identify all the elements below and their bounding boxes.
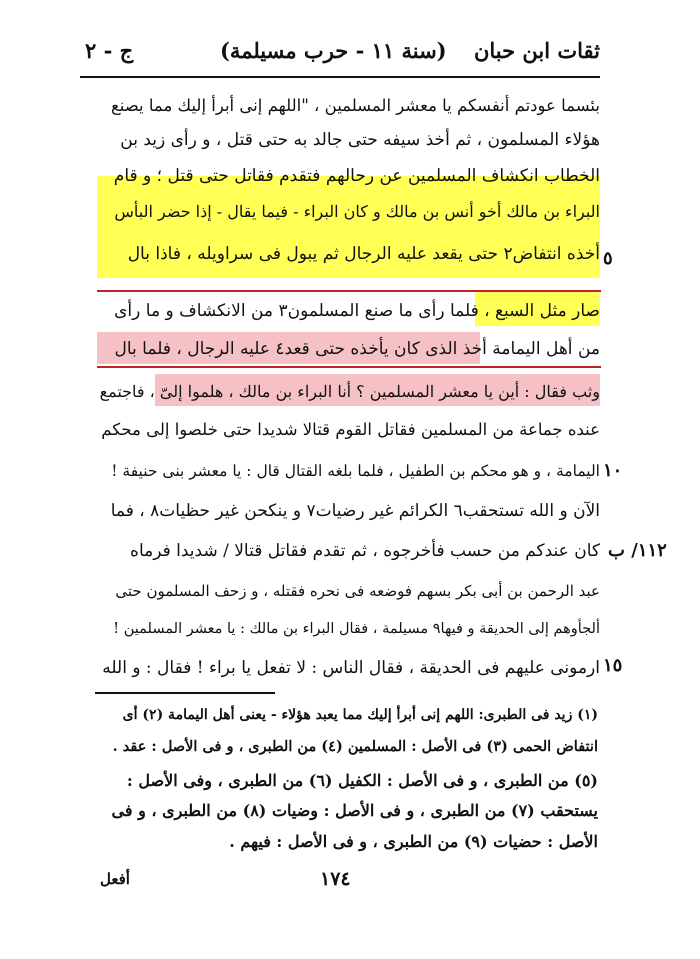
header-rule	[80, 76, 600, 78]
volume-number: ج - ٢	[85, 38, 134, 63]
text-line: من أهل اليمامة أخذ الذى كان يأخذه حتى قعد٤ عليه الرجال ، فلما بال	[114, 339, 600, 359]
running-header	[85, 38, 600, 78]
catchword: أفعل	[100, 870, 130, 888]
footnote-line: انتفاض الحمى (٣) فى الأصل : المسلمين (٤) من الطبرى ، و فى الأصل : عقد .	[112, 738, 598, 755]
text-line: اليمامة ، و هو محكم بن الطفيل ، فلما بلغه القتال قال : يا معشر بنى حنيفة !	[111, 462, 600, 480]
footnote-line: يستحقب (٧) من الطبرى ، و فى الأصل : وضيات (٨) من الطبرى ، و فى	[111, 801, 598, 820]
text-line: عنده جماعة من المسلمين فقاتل القوم قتالا شديدا حتى خلصوا إلى محكم	[101, 420, 600, 439]
section-title: (سنة ١١ - حرب مسيلمة)	[220, 38, 447, 63]
text-line: وثب فقال : أين يا معشر المسلمين ؟ أنا البراء بن مالك ، هلموا إلىّ ، فاجتمع	[100, 382, 600, 401]
text-line: عبد الرحمن بن أبى بكر بسهم فوضعه فى نحره فقتله ، و زحف المسلمون حتى	[115, 582, 600, 600]
footnote-rule	[95, 692, 275, 694]
line-number-5: ٥	[603, 248, 613, 269]
footnote-line: (١) زيد فى الطبرى: اللهم إنى أبرأ إليك مما يعبد هؤلاء - يعنى أهل اليمامة (٢) أى	[122, 707, 598, 723]
book-title: ثقات ابن حبان	[473, 38, 600, 63]
text-line: هؤلاء المسلمون ، ثم أخذ سيفه حتى جالد به حتى قتل ، و رأى زيد بن	[120, 130, 600, 150]
footnote-line: الأصل : حضيات (٩) من الطبرى ، و فى الأصل : فيهم .	[229, 832, 598, 851]
text-line: البراء بن مالك أخو أنس بن مالك و كان البراء - فيما يقال - إذا حضر البأس	[114, 202, 600, 221]
red-underline	[97, 366, 601, 368]
text-line: بئسما عودتم أنفسكم يا معشر المسلمين ، "اللهم إنى أبرأ إليك مما يصنع	[110, 96, 600, 115]
page-number: ١٧٤	[320, 868, 351, 890]
text-line: كان عندكم من حسب فأخرجوه ، ثم تقدم فقاتل قتالا / شديدا فرماه	[130, 541, 600, 561]
text-line: الآن و الله تستحقب٦ الكرائم غير رضيات٧ و ينكحن غير حظيات٨ ، فما	[110, 501, 600, 521]
footnote-line: (٥) من الطبرى ، و فى الأصل : الكفيل (٦) من الطبرى ، وفى الأصل :	[126, 771, 598, 790]
text-line: ارمونى عليهم فى الحديقة ، فقال الناس : لا تفعل يا براء ! فقال : و الله	[102, 658, 600, 678]
text-line: أخذه انتفاض٢ حتى يقعد عليه الرجال ثم يبول فى سراويله ، فاذا بال	[127, 244, 600, 264]
line-number-10: ١٠	[603, 460, 623, 481]
manuscript-folio-ref: ١١٢/ ب	[608, 540, 667, 561]
text-line: صار مثل السبع ، فلما رأى ما صنع المسلمون٣ من الانكشاف و ما رأى	[114, 301, 600, 321]
text-line: ألجأوهم إلى الحديقة و فيها٩ مسيلمة ، فقال البراء بن مالك : يا معشر المسلمين !	[113, 621, 600, 637]
line-number-15: ١٥	[603, 655, 623, 676]
text-line: الخطاب انكشاف المسلمين عن رحالهم فتقدم فقاتل حتى قتل ؛ و قام	[113, 166, 600, 186]
